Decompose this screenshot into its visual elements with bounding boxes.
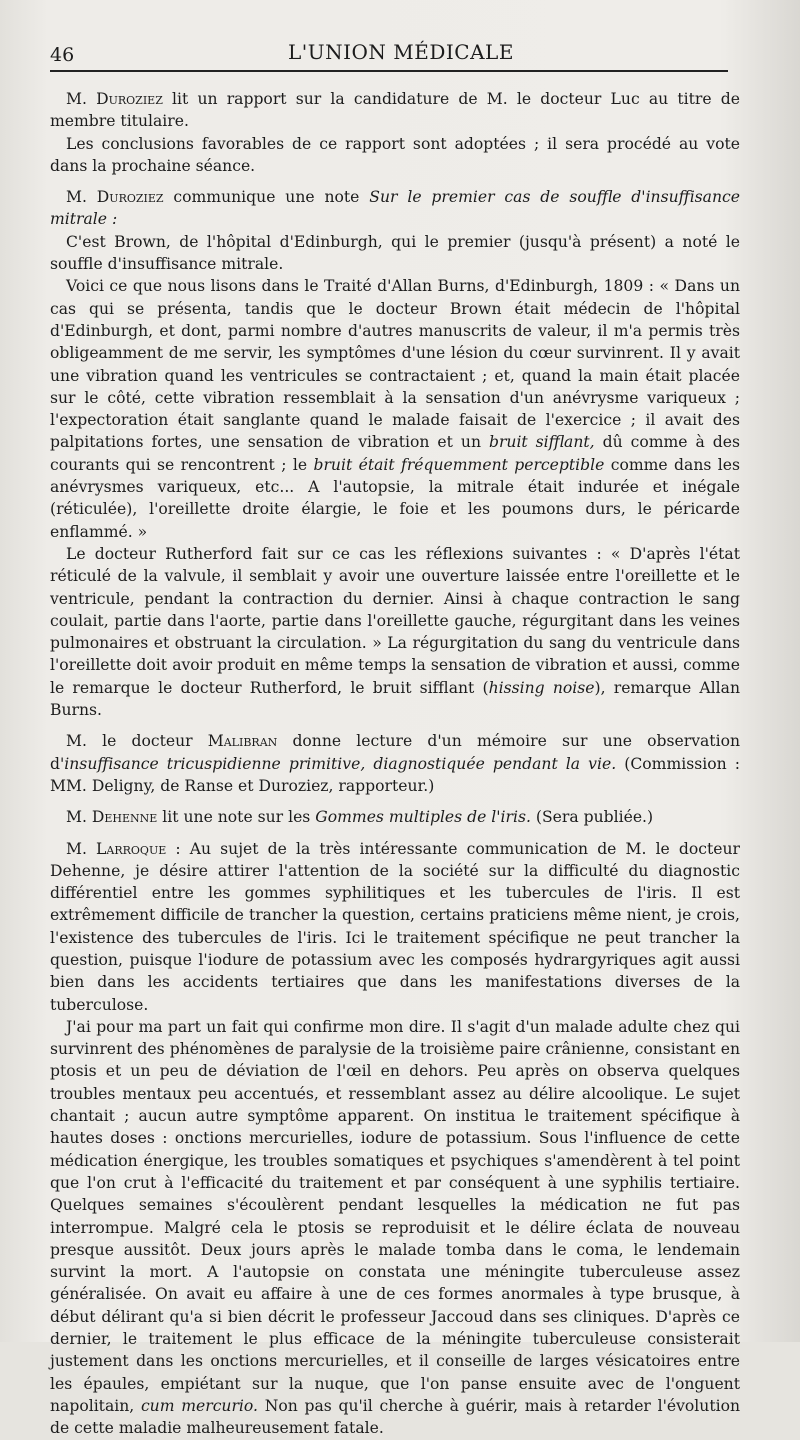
author-name: Duroziez [96, 90, 163, 108]
text-run: (Sera publiée.) [530, 808, 654, 827]
text-run: : Au sujet de la très intéressante communication de M. le docteur Dehenne, je désire attirer l'attention de la société sur la difficulté du diagnostic différentiel entre les gommes syphilitiques et les tubercules de l'iris. Il est extrêmement difficile de trancher la question, certains praticiens même nient, je crois, l'existence des tubercules de l'iris. Ici le traitement spécifique ne peut trancher la question, puisque l'iodure de potassium avec les composés hydrargyriques agit aussi bien dans les accidents tertiaires que dans les manifestations diverses de la tuberculose. [50, 839, 740, 1014]
paragraph-p5 [50, 275, 740, 543]
paragraph-p1 [50, 88, 740, 133]
text-run: Voici ce que nous lisons dans le Traité d'Allan Burns, d'Edinburgh, 1809 : « Dans un cas qui se présenta, tandis que le docteur Brown était médecin de l'hôpital d'Edinburgh, et dont, parmi nombre d'autres manuscrits de valeur, il m'a permis très obligeamment de me servir, les symptômes d'une lésion du cœur survinrent. Il y avait une vibration quand les ventricules se contractaient ; et, quand la main était placée sur le côté, cette vibration ressemblait à la sensation d'un anévrysme variqueux ; l'expectoration était sanglante quand le malade faisait de l'exercice ; il avait des palpitations fortes, une sensation de vibration et un [50, 277, 740, 452]
text-run: M. le docteur [66, 732, 208, 751]
text-run: (Commission : MM. Deligny, de Ranse et Duroziez, rapporteur.) [50, 754, 740, 795]
paragraph-p3 [50, 186, 740, 231]
author-name: Larroque [96, 839, 167, 858]
running-header [50, 40, 750, 72]
text-run: J'ai pour ma part un fait qui confirme mon dire. Il s'agit d'un malade adulte chez qui survinrent des phénomènes de paralysie de la troisième paire crânienne, consistant en ptosis et un peu de déviation de l'œil en dehors. Peu après on observa quelques troubles mentaux peu accentués, et ressemblant assez au délire alcoolique. Le sujet chantait ; aucun autre symptôme apparent. On institua le traitement spécifique à hautes doses : onctions mercurielles, iodure de potassium. Sous l'influence de cette médication énergique, les troubles somatiques et psychiques s'amendèrent à tel point que l'on crut à l'efficacité du traitement et par conséquent à une syphilis tertiaire. Quelques semaines s'écoulèrent pendant lesquelles la médication ne fut pas interrompue. Malgré cela le ptosis se reproduisit et le délire éclata de nouveau presque aussitôt. Deux jours après le malade tomba dans le coma, le lendemain survint la mort. A l'autopsie on constata une méningite tuberculeuse assez généralisée. On avait eu affaire à une de ces formes anormales à type brusque, à début délirant qu'a si bien décrit le professeur Jaccoud dans ses cliniques. D'après ce dernier, le traitement le plus efficace de la méningite tuberculeuse consisterait justement dans les onctions mercurielles, et il conseille de larges vésicatoires entre les épaules, empiétant sur la nuque, que l'on panse ensuite avec de l'onguent napolitain, [50, 1017, 740, 1415]
text-run: Les conclusions favorables de ce rapport sont adoptées ; il sera procédé au vote dans la prochaine séance. [50, 134, 740, 175]
italic-text: cum mercurio. [140, 1396, 258, 1415]
paragraph-p9 [50, 838, 740, 1016]
text-run: M. [66, 839, 97, 858]
text-run: dû comme à des courants qui se rencontrent ; le [50, 433, 740, 474]
italic-text: bruit était fréquemment perceptible [313, 455, 605, 474]
text-run: Le docteur Rutherford fait sur ce cas les réflexions suivantes : « D'après l'état réticulé de la valvule, il semblait y avoir une ouverture laissée entre l'oreillette et le ventricule, pendant la contraction du dernier. Ainsi à chaque contraction le sang coulait, partie dans l'aorte, partie dans l'oreillette gauche, régurgitant dans les veines pulmonaires et obstruant la circulation. » La régurgitation du sang du ventricule dans l'oreillette doit avoir produit en même temps la sensation de vibration et aussi, comme le remarque le docteur Rutherford, le bruit sifflant ( [50, 544, 740, 697]
article-body [50, 88, 740, 1440]
author-name: Duroziez [96, 188, 164, 207]
text-run: comme dans les anévrysmes variqueux, etc... A l'autopsie, la mitrale était indurée et inégale (réticulée), l'oreillette droite élargie, le foie et les poumons durs, le péricarde enflammé. » [50, 455, 741, 541]
italic-text: bruit sifflant, [488, 433, 595, 452]
author-name: Malibran [207, 732, 278, 751]
journal-title: L'UNION MÉDICALE [288, 40, 514, 64]
text-run: M. [66, 188, 97, 207]
text-run: lit un rapport sur la candidature de M. le docteur Luc au titre de membre titulaire. [50, 90, 740, 131]
author-name: Dehenne [91, 808, 158, 827]
paragraph-p7 [50, 730, 740, 797]
text-run: Non pas qu'il cherche à guérir, mais à retarder l'évolution de cette maladie malheureusement fatale. [50, 1396, 740, 1438]
paragraph-p6 [50, 543, 740, 721]
italic-text: hissing noise [488, 678, 595, 697]
text-run: ), remarque Allan Burns. [50, 678, 740, 720]
paragraph-p2 [50, 133, 740, 178]
text-run: M. [66, 808, 92, 827]
header-rule [50, 70, 728, 72]
italic-text: Sur le premier cas de souffle d'insuffisance mitrale : [50, 188, 740, 229]
text-run: C'est Brown, de l'hôpital d'Edinburgh, qui le premier (jusqu'à présent) a noté le souffle d'insuffisance mitrale. [50, 232, 740, 274]
italic-text: Gommes multiples de l'iris. [315, 808, 531, 827]
page-number: 46 [50, 44, 75, 66]
text-run: M. [66, 90, 97, 108]
text-run: communique une note [163, 188, 370, 207]
paragraph-p4 [50, 231, 740, 276]
text-run: donne lecture d'un mémoire sur une observation d' [50, 732, 740, 773]
italic-text: insuffisance tricuspidienne primitive, diagnostiquée pendant la vie. [64, 754, 617, 773]
text-run: lit une note sur les [157, 808, 316, 827]
paragraph-p10 [50, 1016, 740, 1440]
paragraph-p8 [50, 806, 740, 828]
